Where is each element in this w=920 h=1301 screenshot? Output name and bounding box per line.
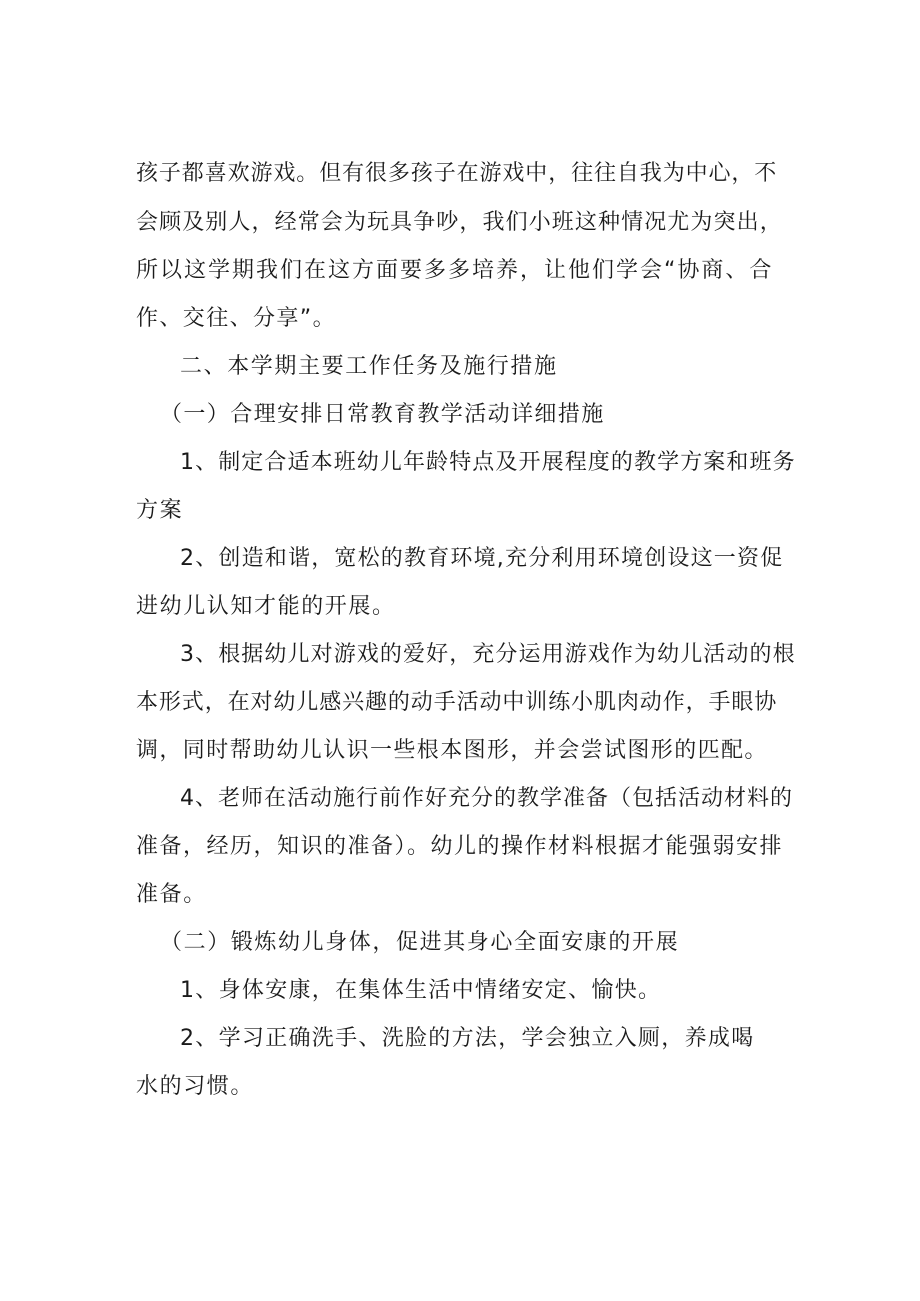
list-item: 4、老师在活动施行前作好充分的教学准备（包括活动材料的 bbox=[180, 786, 793, 811]
list-item: 2、学习正确洗手、洗脸的方法，学会独立入厕，养成喝 bbox=[180, 1026, 755, 1051]
paragraph-line: 孩子都喜欢游戏。但有很多孩子在游戏中，往往自我为中心，不 bbox=[136, 161, 778, 186]
subsection-heading: （二）锻炼幼儿身体，促进其身心全面安康的开展 bbox=[160, 930, 680, 955]
paragraph-line: 会顾及别人，经常会为玩具争吵，我们小班这种情况尤为突出， bbox=[136, 210, 783, 235]
list-item-continuation: 准备，经历，知识的准备）。幼儿的操作材料根据才能强弱安排 bbox=[136, 834, 784, 859]
list-item: 3、根据幼儿对游戏的爱好，充分运用游戏作为幼儿活动的根 bbox=[180, 642, 796, 667]
list-item-continuation: 方案 bbox=[136, 498, 184, 523]
list-item-continuation: 本形式，在对幼儿感兴趣的动手活动中训练小肌肉动作，手眼协 bbox=[136, 690, 778, 715]
list-item: 1、制定合适本班幼儿年龄特点及开展程度的教学方案和班务 bbox=[180, 450, 796, 475]
subsection-heading: （一）合理安排日常教育教学活动详细措施 bbox=[160, 402, 605, 427]
paragraph-line: 作、交往、分享”。 bbox=[136, 306, 336, 331]
list-item-continuation: 调，同时帮助幼儿认识一些根本图形，并会尝试图形的匹配。 bbox=[136, 738, 768, 763]
list-item-continuation: 水的习惯。 bbox=[136, 1074, 255, 1099]
list-item-continuation: 进幼儿认知才能的开展。 bbox=[136, 594, 396, 619]
section-heading: 二、本学期主要工作任务及施行措施 bbox=[180, 354, 558, 379]
list-item: 1、身体安康，在集体生活中情绪安定、愉快。 bbox=[180, 978, 662, 1003]
list-item-continuation: 准备。 bbox=[136, 882, 207, 907]
paragraph-line: 所以这学期我们在这方面要多多培养，让他们学会“协商、合 bbox=[136, 258, 774, 283]
list-item: 2、创造和谐，宽松的教育环境,充分利用环境创设这一资促 bbox=[180, 546, 784, 571]
